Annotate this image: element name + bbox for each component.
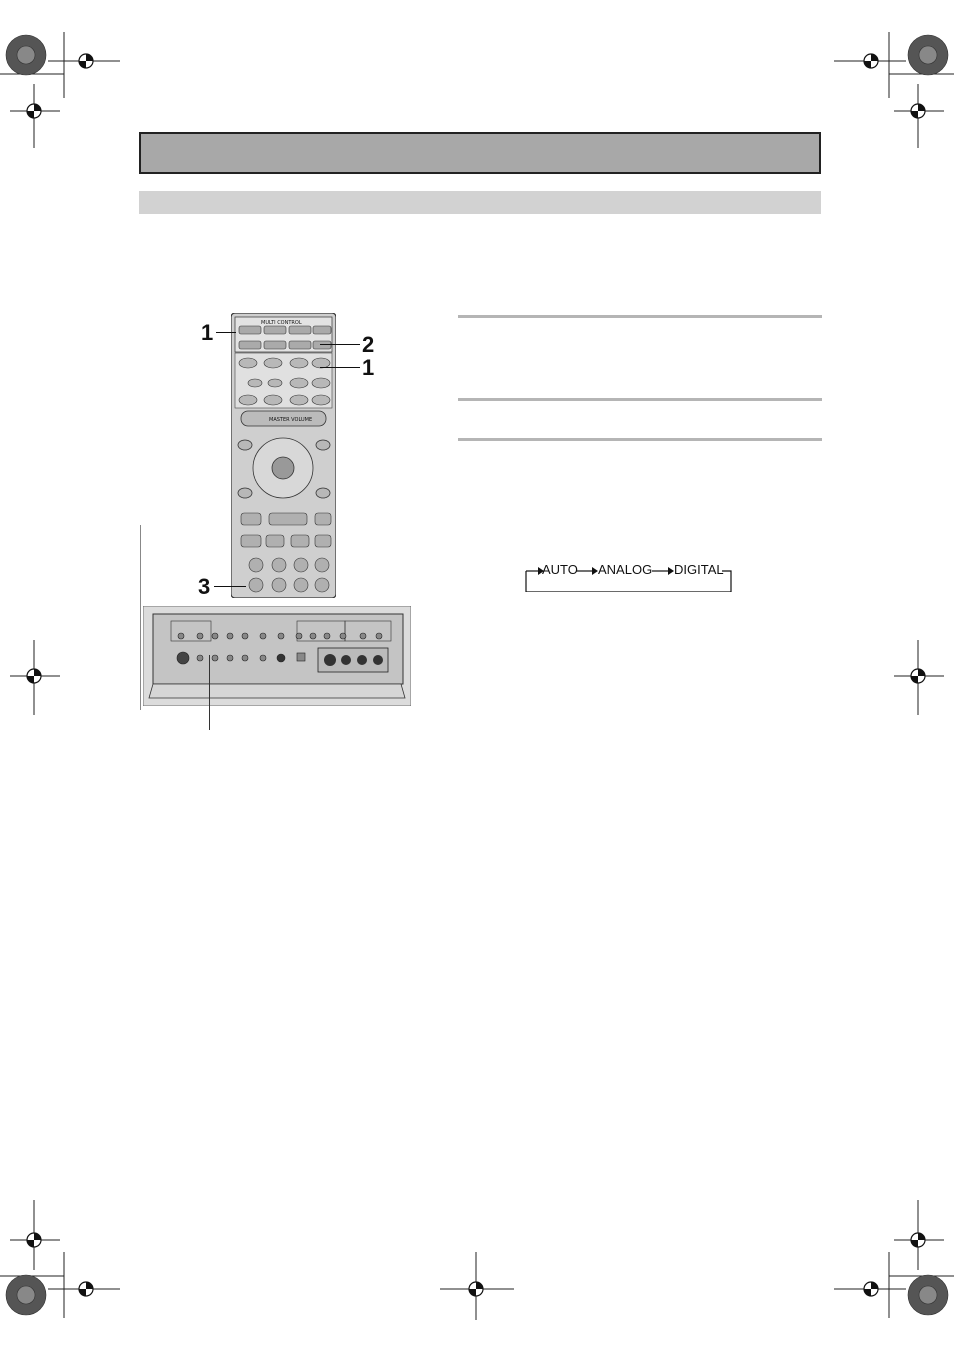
input-mode-sequence bbox=[524, 557, 732, 592]
section-header-bar bbox=[139, 132, 821, 174]
step-rule-2 bbox=[458, 398, 822, 401]
subsection-header-bar bbox=[139, 191, 821, 214]
step-rule-1 bbox=[458, 315, 822, 318]
callout-step1-right: 1 bbox=[362, 355, 375, 380]
callout-leader-4 bbox=[214, 586, 246, 587]
step-rule-3 bbox=[458, 438, 822, 441]
multi-control-label: MULTI CONTROL bbox=[261, 320, 302, 326]
remote-left-edge-line bbox=[140, 525, 141, 710]
callout-leader-3 bbox=[320, 367, 360, 368]
callout-leader-1 bbox=[216, 332, 236, 333]
callout-leader-2 bbox=[320, 344, 360, 345]
front-panel-pointer-line bbox=[209, 655, 210, 730]
master-volume-label: MASTER VOLUME bbox=[269, 417, 313, 423]
remote-control-illustration bbox=[231, 313, 336, 598]
sequence-item-digital: DIGITAL bbox=[674, 562, 724, 577]
callout-step2: 2 bbox=[362, 332, 375, 357]
front-panel-illustration bbox=[143, 606, 411, 706]
callout-step1-left: 1 bbox=[201, 320, 214, 345]
sequence-item-analog: ANALOG bbox=[598, 562, 653, 577]
sequence-item-auto: AUTO bbox=[542, 562, 578, 577]
callout-step3: 3 bbox=[198, 574, 211, 599]
